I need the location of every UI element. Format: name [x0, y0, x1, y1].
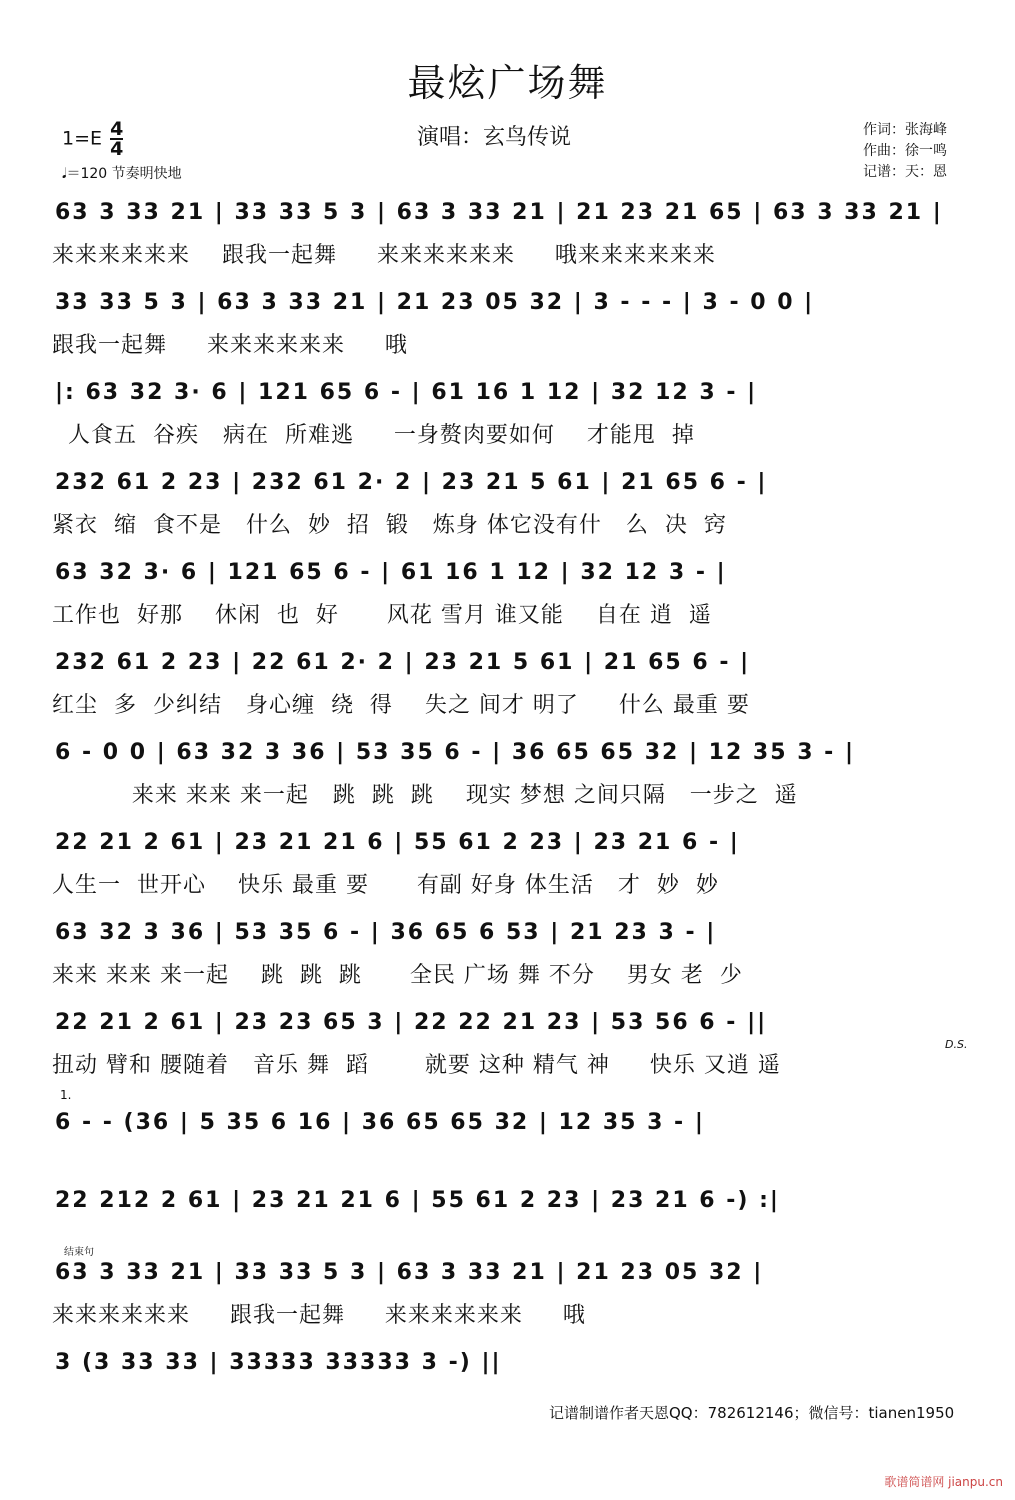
transcriber: 记谱：天：恩 [863, 164, 947, 180]
score-row [0, 920, 1015, 1010]
notation-line: 22 21 2 61 | 23 23 65 3 | 22 22 21 23 | 53 56 6 - || [55, 1010, 768, 1035]
score-row [0, 560, 1015, 650]
score-title: 最炫广场舞 [407, 61, 608, 105]
time-signature-top: 4 [110, 118, 124, 140]
lyric-line: 人食五 谷疾 病在 所难逃 一身赘肉要如何 才能甩 掉 [52, 423, 695, 448]
lyric-line: 来来 来来 来一起 跳 跳 跳 现实 梦想 之间只隔 一步之 遥 [52, 783, 798, 808]
lyric-line: 人生一 世开心 快乐 最重 要 有副 好身 体生活 才 妙 妙 [52, 873, 719, 898]
singer: 演唱：玄鸟传说 [417, 125, 572, 150]
score-row [0, 380, 1015, 470]
lyric-line: 工作也 好那 休闲 也 好 风花 雪月 谁又能 自在 逍 遥 [52, 603, 712, 628]
time-signature [110, 120, 123, 158]
notation-line: 63 3 33 21 | 33 33 5 3 | 63 3 33 21 | 21 23 21 65 | 63 3 33 21 | [55, 200, 943, 225]
lyricist: 作词：张海峰 [863, 122, 947, 138]
notation-line: |: 63 32 3· 6 | 121 65 6 - | 61 16 1 12 | 32 12 3 - | [55, 380, 758, 405]
score-row [0, 290, 1015, 380]
composer: 作曲：徐一鸣 [863, 143, 947, 159]
notation-line: 22 212 2 61 | 23 21 21 6 | 55 61 2 23 | 23 21 6 -) :| [55, 1188, 780, 1213]
notation-line: 63 32 3· 6 | 121 65 6 - | 61 16 1 12 | 32 12 3 - | [55, 560, 727, 585]
lyric-line: 跟我一起舞 来来来来来来 哦 [52, 333, 408, 358]
lyric-line: 红尘 多 少纠结 身心缠 绕 得 失之 间才 明了 什么 最重 要 [52, 693, 750, 718]
score-row [0, 1110, 1015, 1200]
ds-marker: D.S. [945, 1038, 968, 1051]
lyric-line: 来来来来来来 跟我一起舞 来来来来来来 哦来来来来来来 [52, 243, 716, 268]
notation-line: 6 - 0 0 | 63 32 3 36 | 53 35 6 - | 36 65 65 32 | 12 35 3 - | [55, 740, 856, 765]
notation-line: 3 (3 33 33 | 33333 33333 3 -) || [55, 1350, 502, 1375]
score-row [0, 740, 1015, 830]
coda-label: 结束句 [64, 1247, 94, 1258]
score-row [0, 1010, 1015, 1100]
score-row [0, 650, 1015, 740]
score-row [0, 200, 1015, 290]
watermark: 歌谱简谱网 jianpu.cn [884, 1475, 1003, 1489]
footer-credit: 记谱制谱作者天恩QQ：782612146；微信号：tianen1950 [549, 1404, 955, 1422]
notation-line: 6 - - (36 | 5 35 6 16 | 36 65 65 32 | 12 35 3 - | [55, 1110, 705, 1135]
notation-line: 63 3 33 21 | 33 33 5 3 | 63 3 33 21 | 21 23 05 32 | [55, 1260, 764, 1285]
credits [863, 120, 947, 183]
score-row [0, 830, 1015, 920]
key-label: 1=E [62, 127, 103, 150]
notation-line: 22 21 2 61 | 23 21 21 6 | 55 61 2 23 | 23 21 6 - | [55, 830, 740, 855]
score-row [0, 1260, 1015, 1350]
lyric-line: 紧衣 缩 食不是 什么 妙 招 锻 炼身 体它没有什 么 决 窍 [52, 513, 727, 538]
key-signature [62, 120, 123, 158]
ending-1-marker: 1. [60, 1088, 72, 1102]
lyric-line: 来来来来来来 跟我一起舞 来来来来来来 哦 [52, 1303, 586, 1328]
score-row [0, 470, 1015, 560]
notation-line: 232 61 2 23 | 232 61 2· 2 | 23 21 5 61 | 21 65 6 - | [55, 470, 768, 495]
lyric-line: 扭动 臂和 腰随着 音乐 舞 蹈 就要 这种 精气 神 快乐 又逍 遥 [52, 1053, 781, 1078]
time-signature-bottom: 4 [110, 138, 124, 160]
notation-line: 63 32 3 36 | 53 35 6 - | 36 65 6 53 | 21 23 3 - | [55, 920, 717, 945]
notation-line: 232 61 2 23 | 22 61 2· 2 | 23 21 5 61 | 21 65 6 - | [55, 650, 751, 675]
notation-line: 33 33 5 3 | 63 3 33 21 | 21 23 05 32 | 3 - - - | 3 - 0 0 | [55, 290, 815, 315]
score-row [0, 1350, 1015, 1440]
tempo-marking: 𝅘𝅥＝120 节奏明快地 [62, 166, 182, 182]
lyric-line: 来来 来来 来一起 跳 跳 跳 全民 广场 舞 不分 男女 老 少 [52, 963, 743, 988]
